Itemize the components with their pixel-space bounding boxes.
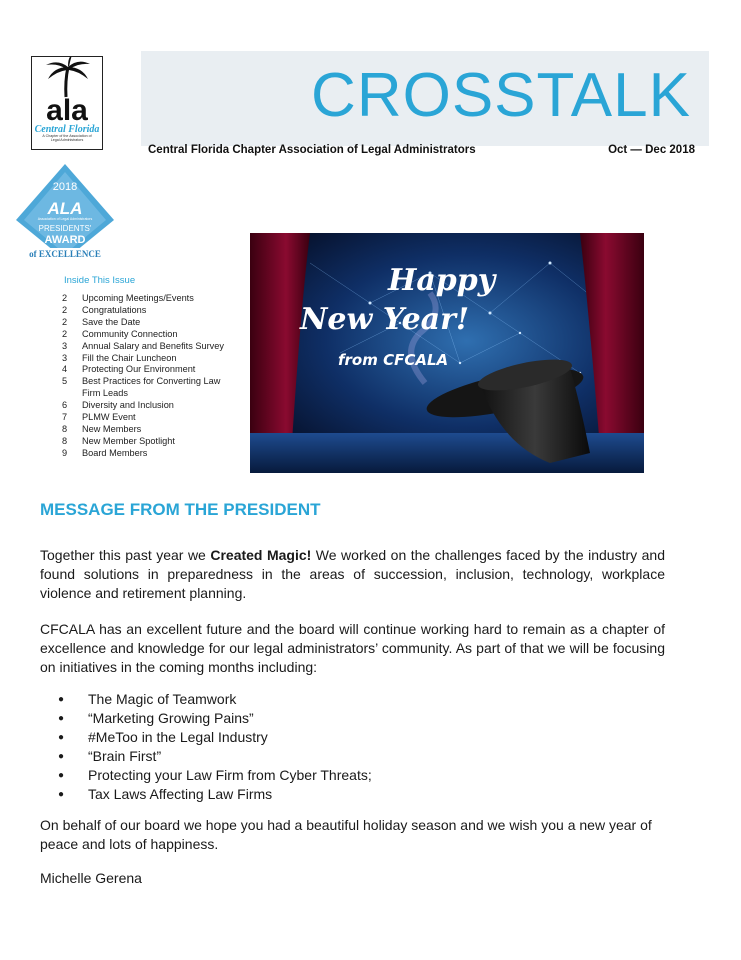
- toc-page-number: 2: [62, 304, 68, 315]
- hero-line-3: from CFCALA: [338, 351, 449, 369]
- article-paragraph-2: CFCALA has an excellent future and the board will continue working hard to remain as a chapter of excellence and knowledge for our legal administrators’ community. As part of that we will be focusing on initiatives in the coming months including:: [40, 621, 665, 675]
- toc-page-number: 8: [62, 423, 68, 434]
- initiative-label: Tax Laws Affecting Law Firms: [88, 786, 273, 802]
- chapter-logo: [31, 56, 103, 150]
- award-badge: [14, 160, 116, 262]
- toc-item-label: Upcoming Meetings/Events: [82, 293, 194, 303]
- toc-item-label: Annual Salary and Benefits Survey: [82, 340, 224, 351]
- toc-item: [62, 448, 240, 460]
- toc-item: [62, 305, 240, 317]
- initiative-label: The Magic of Teamwork: [88, 691, 237, 707]
- svg-text:2018: 2018: [52, 181, 78, 193]
- logo-tagline: A Chapter of the Association of Legal Administrators: [42, 134, 92, 142]
- toc-item: [62, 424, 240, 436]
- article-heading: MESSAGE FROM THE PRESIDENT: [40, 500, 321, 519]
- toc-page-number: 3: [62, 352, 68, 363]
- toc-item-label: Protecting Our Environment: [82, 364, 196, 375]
- bullet-icon: ●: [58, 732, 65, 743]
- toc-item: [62, 293, 240, 305]
- toc-page-number: 5: [62, 376, 68, 387]
- svg-text:ala: ala: [46, 94, 88, 127]
- svg-text:AWARD: AWARD: [44, 234, 86, 246]
- hero-line-2: New Year!: [300, 302, 470, 337]
- svg-text:of EXCELLENCE: of EXCELLENCE: [29, 249, 101, 259]
- toc-item-label: Community Connection: [82, 328, 178, 339]
- bullet-icon: ●: [58, 751, 65, 762]
- svg-text:PRESIDENTS': PRESIDENTS': [38, 224, 92, 233]
- toc-item: [62, 364, 240, 376]
- signature: Michelle Gerena: [40, 870, 142, 886]
- toc-item-label: New Members: [82, 423, 142, 434]
- toc-item: [62, 412, 240, 424]
- toc-item: [62, 317, 240, 329]
- bullet-icon: ●: [58, 789, 65, 800]
- initiative-item: [58, 785, 372, 804]
- toc-list: [62, 293, 240, 460]
- toc-item: [62, 353, 240, 365]
- initiative-label: “Brain First”: [88, 748, 162, 764]
- toc-item: [62, 436, 240, 448]
- toc-item-label: Fill the Chair Luncheon: [82, 352, 177, 363]
- toc-item: [62, 341, 240, 353]
- toc-page-number: 9: [62, 447, 68, 458]
- initiative-item: [58, 690, 372, 709]
- initiatives-list: [58, 690, 372, 804]
- initiative-item: [58, 766, 372, 785]
- masthead-banner: [141, 51, 709, 146]
- toc-title: Inside This Issue: [64, 275, 136, 286]
- toc-item-label: Best Practices for Converting Law Firm Leads: [82, 376, 221, 399]
- hero-line-1: Happy: [388, 263, 496, 298]
- toc-item-label: Board Members: [82, 447, 148, 458]
- new-year-hero-image: [250, 233, 644, 473]
- toc-page-number: 7: [62, 412, 68, 423]
- toc-item-label: Save the Date: [82, 316, 141, 327]
- newsletter-title: CROSSTALK: [311, 61, 691, 130]
- bullet-icon: ●: [58, 770, 65, 781]
- toc-page-number: 2: [62, 328, 68, 339]
- article-paragraph-3: On behalf of our board we hope you had a beautiful holiday season and we wish you a new year of peace and lots of happiness.: [40, 817, 652, 852]
- initiative-label: #MeToo in the Legal Industry: [88, 729, 268, 745]
- issue-date: Oct — Dec 2018: [608, 144, 695, 156]
- toc-page-number: 4: [62, 364, 68, 375]
- toc-item-label: PLMW Event: [82, 412, 136, 423]
- toc-item: [62, 400, 240, 412]
- emphasis-text: Created Magic!: [210, 547, 312, 563]
- toc-item-label: New Member Spotlight: [82, 435, 175, 446]
- svg-text:Central Florida: Central Florida: [34, 124, 100, 135]
- svg-text:ALA: ALA: [47, 199, 83, 218]
- chapter-subtitle: Central Florida Chapter Association of Legal Administrators: [148, 144, 476, 156]
- bullet-icon: ●: [58, 694, 65, 705]
- initiative-item: [58, 728, 372, 747]
- initiative-item: [58, 709, 372, 728]
- palm-tree-icon: [32, 57, 102, 149]
- toc-page-number: 6: [62, 400, 68, 411]
- bullet-icon: ●: [58, 713, 65, 724]
- article-paragraph-1: Together this past year we Created Magic! We worked on the challenges faced by the industry and found solutions in preparedness in the areas of succession, inclusion, technology, workplace violence and retirement planning.: [40, 547, 665, 601]
- toc-item-label: Congratulations: [82, 304, 147, 315]
- toc-page-number: 2: [62, 293, 68, 303]
- initiative-label: “Marketing Growing Pains”: [88, 710, 254, 726]
- initiative-item: [58, 747, 372, 766]
- toc-item: [62, 329, 240, 341]
- toc-page-number: 8: [62, 435, 68, 446]
- toc-item-label: Diversity and Inclusion: [82, 400, 174, 411]
- toc-page-number: 2: [62, 316, 68, 327]
- initiative-label: Protecting your Law Firm from Cyber Threats;: [88, 767, 372, 783]
- svg-text:Association of Legal Administr: Association of Legal Administrators: [37, 217, 93, 221]
- toc-page-number: 3: [62, 340, 68, 351]
- toc-item: [62, 376, 240, 400]
